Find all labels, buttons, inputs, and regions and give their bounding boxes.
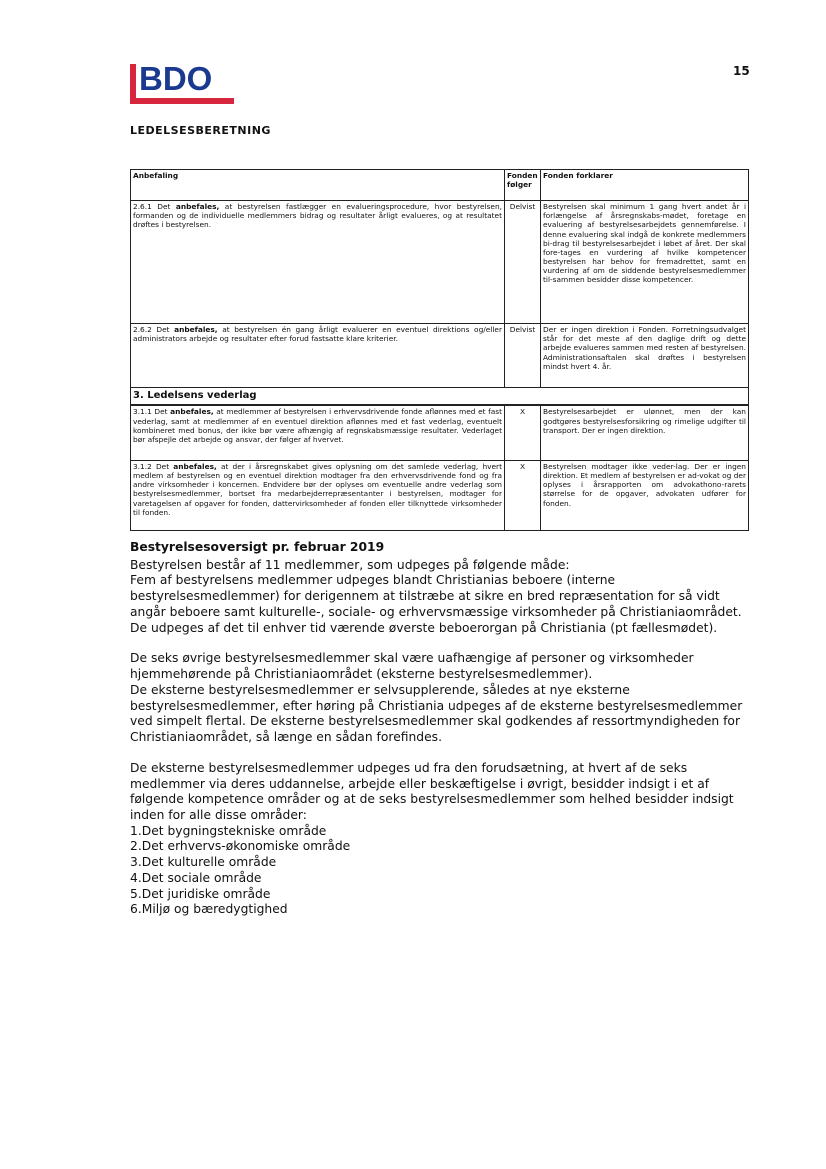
status-cell: X: [505, 405, 541, 460]
list-item: 6.Miljø og bæredygtighed: [130, 902, 288, 917]
table-row: [131, 405, 749, 460]
overview-paragraph: De eksterne bestyrelsesmedlemmer er selvsupplerende, således at nye eksterne bestyrelsesmedlemmer, efter høring på Christiania udpeges af de eksterne bestyrelsesmedlemmer ved simpelt flertal. De eksterne bestyrelsesmedlemmer skal godkendes af ressortmyndigheden for Christianiaområdet, så længe en sådan forefindes.: [130, 682, 743, 745]
overview-paragraph: Fem af bestyrelsens medlemmer udpeges blandt Christianias beboere (interne bestyrelsesmedlemmer) for derigennem at tilstræbe at sikre en bred repræsentation for så vidt angår beboere samt kulturelle-, sociale- og erhvervsmæssige virksomheder på Christianiaområdet. De udpeges af det til enhver tid værende øverste beboerorgan på Christiania (pt fællesmødet).: [130, 573, 742, 635]
recommendations-table: [130, 169, 749, 531]
recommendation-cell: 3.1.1 Det anbefales, at medlemmer af bestyrelsen i erhvervsdrivende fonde aflønnes med et fast vederlag, samt at medlemmer af en eventuel direktion aflønnes med et fast vederlag, eventuelt kombineret med bonus, der ikke bør være afhængig af regnskabsmæssige resultater. Vederlaget bør afspejle det arbejde og ansvar, der følger af hvervet.: [131, 405, 505, 460]
bdo-logo: [130, 58, 240, 104]
col-header-follows: Fonden følger: [505, 170, 541, 201]
explanation-cell: Bestyrelsen skal minimum 1 gang hvert andet år i forlængelse af årsregnskabs-mødet, foretage en evaluering af bestyrelsesarbejdets gennemførelse. I denne evaluering skal indgå de konkrete medlemmers bi-drag til bestyrelsesarbejdet i løbet af året. Der skal fore-tages en vurdering af hvilke kompetencer bestyrelsen har behov for fremadrettet, samt en vurdering af om de siddende bestyrelsesmedlemmer til-sammen besidder disse kompetencer.: [541, 201, 749, 324]
recommendation-cell: 3.1.2 Det anbefales, at der i årsregnskabet gives oplysning om det samlede vederlag, hvert medlem af bestyrelsen og en eventuel direktion modtager fra den erhvervsdrivende fond og fra andre virksomheder i koncernen. Endvidere bør der oplyses om eventuelle andre vederlag som bestyrelsesmedlemmer, bortset fra medarbejderrepræsentanter i bestyrelsen, modtager for varetagelsen af opgaver for fonden, dattervirksomheder af fonden eller tilknyttede virksomheder til fonden.: [131, 460, 505, 530]
table-row: [131, 201, 749, 324]
col-header-explains: Fonden forklarer: [541, 170, 749, 201]
table-header-row: [131, 170, 749, 201]
table-row: [131, 460, 749, 530]
list-item: 3.Det kulturelle område: [130, 855, 277, 870]
explanation-cell: Bestyrelsesarbejdet er ulønnet, men der kan godtgøres bestyrelsesforsikring og rimelige udgifter til transport. Der er ingen direktion.: [541, 405, 749, 460]
recommendation-cell: 2.6.1 Det anbefales, at bestyrelsen fastlægger en evalueringsprocedure, hvor bestyrelsen, formanden og de individuelle medlemmers bidrag og resultater årligt evalueres, og at resultatet drøftes i bestyrelsen.: [131, 201, 505, 324]
section-title: LEDELSESBERETNING: [130, 124, 271, 137]
overview-paragraph: De eksterne bestyrelsesmedlemmer udpeges ud fra den forudsætning, at hvert af de seks medlemmer via deres uddannelse, arbejde eller beskæftigelse i øvrigt, besidder indsigt i et af følgende kompetence områder og at de seks bestyrelsesmedlemmer som helhed besidder indsigt inden for alle disse områder:: [130, 760, 734, 823]
competence-areas-list: [130, 824, 748, 918]
overview-paragraph: Bestyrelsen består af 11 medlemmer, som udpeges på følgende måde:: [130, 557, 570, 572]
explanation-cell: Bestyrelsen modtager ikke veder-lag. Der er ingen direktion. Et medlem af bestyrelsen er ad-vokat og der oplyses i årsrapporten om advokathono-rarets størrelse for de opgaver, advokaten udfører for fonden.: [541, 460, 749, 530]
list-item: 5.Det juridiske område: [130, 886, 271, 901]
logo-underline: [130, 98, 234, 104]
table-row: [131, 324, 749, 388]
overview-paragraph: De seks øvrige bestyrelsesmedlemmer skal være uafhængige af personer og virksomheder hjemmehørende på Christianiaområdet (eksterne bestyrelsesmedlemmer).: [130, 651, 694, 682]
recommendation-cell: 2.6.2 Det anbefales, at bestyrelsen én gang årligt evaluerer en eventuel direktions og/eller administrators arbejde og resultater efter forud fastsatte klare kriterier.: [131, 324, 505, 388]
status-cell: Delvist: [505, 324, 541, 388]
status-cell: X: [505, 460, 541, 530]
overview-heading: Bestyrelsesoversigt pr. februar 2019: [130, 540, 385, 554]
list-item: 2.Det erhvervs-økonomiske område: [130, 839, 351, 854]
status-cell: Delvist: [505, 201, 541, 324]
logo-text: BDO: [139, 60, 213, 97]
board-overview: [130, 540, 748, 918]
page-number: 15: [733, 64, 750, 78]
section-row: [131, 388, 749, 406]
explanation-cell: Der er ingen direktion i Fonden. Forretningsudvalget står for det meste af den daglige drift og dette arbejde evalueres sammen med resten af bestyrelsen. Administrationsaftalen skal drøftes i bestyrelsen mindst hvert 4. år.: [541, 324, 749, 388]
list-item: 4.Det sociale område: [130, 870, 262, 885]
section-heading: 3. Ledelsens vederlag: [131, 388, 749, 406]
col-header-recommendation: Anbefaling: [131, 170, 505, 201]
list-item: 1.Det bygningstekniske område: [130, 823, 327, 838]
